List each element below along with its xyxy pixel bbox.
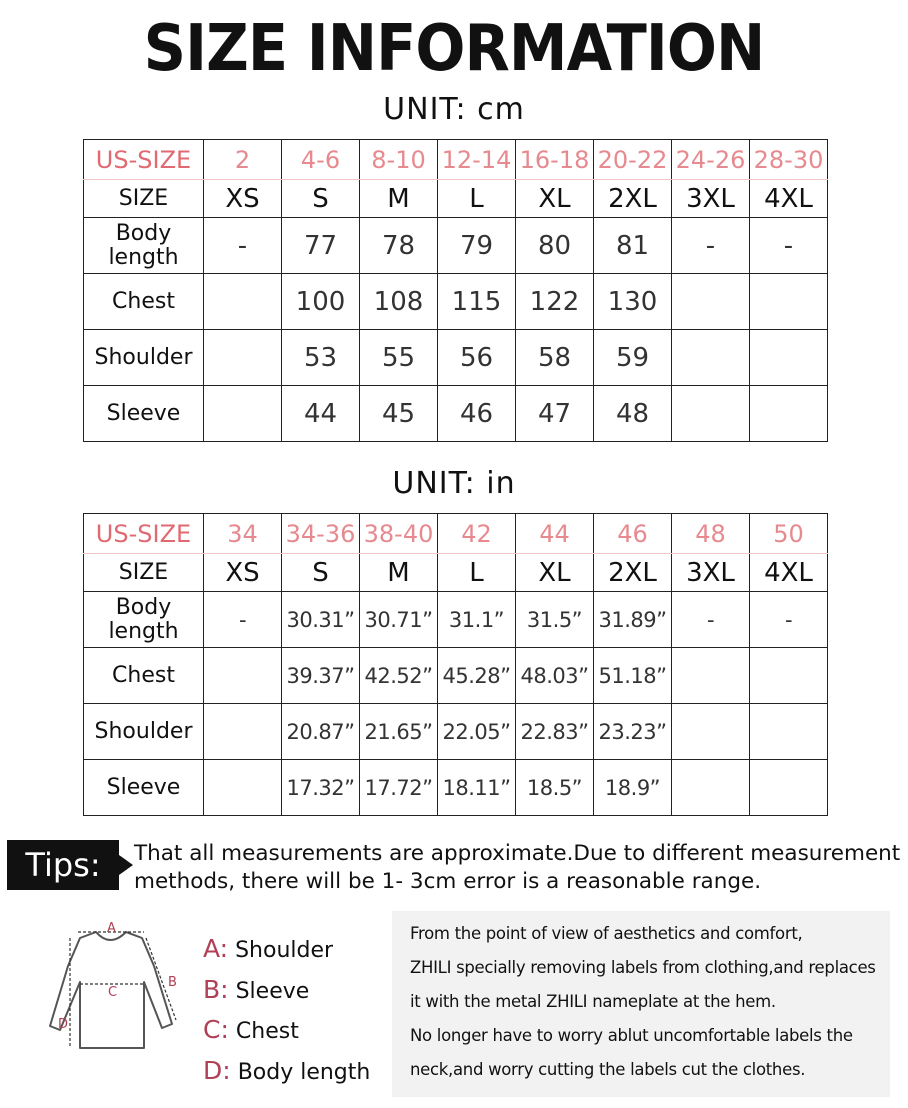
measurement-value: 20.87” — [282, 704, 360, 760]
size-cell: M — [360, 554, 438, 592]
measurement-value: 45 — [360, 386, 438, 442]
measurement-value: 108 — [360, 274, 438, 330]
measurement-value: 42.52” — [360, 648, 438, 704]
us-size-cell: 38-40 — [360, 514, 438, 554]
measurement-value: 22.05” — [438, 704, 516, 760]
cm-size-table — [83, 139, 828, 442]
measurement-value — [204, 274, 282, 330]
measurement-value — [204, 386, 282, 442]
us-size-cell: 8-10 — [360, 140, 438, 180]
marker-b: B — [168, 975, 177, 990]
size-row — [84, 554, 828, 592]
measurement-row — [84, 592, 828, 648]
measurement-label-line: length — [108, 618, 179, 644]
measurement-value: - — [672, 592, 750, 648]
us-size-cell: 48 — [672, 514, 750, 554]
measurement-row — [84, 386, 828, 442]
measurement-label — [84, 592, 204, 648]
measurement-value — [750, 760, 828, 816]
measurement-value: 30.31” — [282, 592, 360, 648]
measurement-value — [672, 760, 750, 816]
measurement-label — [84, 648, 204, 704]
size-label: SIZE — [84, 180, 204, 218]
inch-size-table — [83, 513, 828, 816]
measurement-value — [672, 330, 750, 386]
label-free-note — [392, 911, 890, 1097]
us-size-cell: 44 — [516, 514, 594, 554]
legend-item-body-length: D: Body length — [203, 1055, 371, 1085]
size-cell: L — [438, 180, 516, 218]
measurement-value: 18.9” — [594, 760, 672, 816]
us-size-cell: 46 — [594, 514, 672, 554]
measurement-value: 122 — [516, 274, 594, 330]
measurement-value: 39.37” — [282, 648, 360, 704]
measurement-label — [84, 760, 204, 816]
us-size-cell: 34 — [204, 514, 282, 554]
measurement-value: 79 — [438, 218, 516, 274]
measurement-value: 55 — [360, 330, 438, 386]
measurement-value — [672, 648, 750, 704]
size-label: SIZE — [84, 554, 204, 592]
measurement-label-line: Sleeve — [106, 400, 181, 426]
marker-a: A — [107, 921, 116, 936]
measurement-value: 44 — [282, 386, 360, 442]
tips-line-1: That all measurements are approximate.Due to different measurement — [134, 841, 901, 866]
us-size-cell: 34-36 — [282, 514, 360, 554]
size-cell: S — [282, 180, 360, 218]
measurement-value — [672, 386, 750, 442]
size-cell: 2XL — [594, 180, 672, 218]
measurement-value — [204, 760, 282, 816]
measurement-value: 80 — [516, 218, 594, 274]
shirt-measurement-icon — [30, 920, 190, 1070]
measurement-value: 21.65” — [360, 704, 438, 760]
legend-item-sleeve: B: Sleeve — [203, 974, 310, 1004]
measurement-value: 56 — [438, 330, 516, 386]
measurement-value: 81 — [594, 218, 672, 274]
measurement-value: 53 — [282, 330, 360, 386]
measurement-value — [672, 704, 750, 760]
note-line: ZHILI specially removing labels from clothing,and replaces — [410, 958, 876, 977]
measurement-value: 31.1” — [438, 592, 516, 648]
tips-badge: Tips: — [7, 840, 119, 890]
size-cell: 4XL — [750, 180, 828, 218]
measurement-value: 31.89” — [594, 592, 672, 648]
measurement-value: 23.23” — [594, 704, 672, 760]
size-cell: XS — [204, 180, 282, 218]
measurement-row — [84, 274, 828, 330]
measurement-value: 17.72” — [360, 760, 438, 816]
size-cell: 3XL — [672, 554, 750, 592]
measurement-value: 130 — [594, 274, 672, 330]
measurement-label — [84, 386, 204, 442]
measurement-value — [204, 330, 282, 386]
size-cell: XL — [516, 180, 594, 218]
measurement-value: - — [750, 592, 828, 648]
tips-text — [134, 840, 904, 896]
us-size-cell: 24-26 — [672, 140, 750, 180]
measurement-value — [672, 274, 750, 330]
measurement-label-line: Chest — [112, 288, 175, 314]
measurement-value: - — [750, 218, 828, 274]
size-cell: L — [438, 554, 516, 592]
us-size-row — [84, 140, 828, 180]
note-line: No longer have to worry ablut uncomfortable labels the — [410, 1026, 853, 1045]
measurement-value: - — [672, 218, 750, 274]
measurement-label — [84, 330, 204, 386]
size-cell: XS — [204, 554, 282, 592]
page-title: SIZE INFORMATION — [143, 12, 765, 86]
measurement-label-line: Shoulder — [94, 718, 193, 744]
measurement-value: 47 — [516, 386, 594, 442]
measurement-value: 59 — [594, 330, 672, 386]
legend-item-chest: C: Chest — [203, 1015, 299, 1044]
measurement-row — [84, 760, 828, 816]
measurement-value — [750, 648, 828, 704]
size-cell: 4XL — [750, 554, 828, 592]
measurement-value: 18.11” — [438, 760, 516, 816]
measurement-value — [750, 330, 828, 386]
size-cell: M — [360, 180, 438, 218]
marker-c: C — [108, 985, 118, 1000]
measurement-row — [84, 330, 828, 386]
measurement-label — [84, 704, 204, 760]
us-size-cell: 12-14 — [438, 140, 516, 180]
measurement-value — [204, 704, 282, 760]
measurement-value: 18.5” — [516, 760, 594, 816]
measurement-value: - — [204, 592, 282, 648]
measurement-value: 48 — [594, 386, 672, 442]
measurement-value: 45.28” — [438, 648, 516, 704]
measurement-value: 46 — [438, 386, 516, 442]
us-size-cell: 20-22 — [594, 140, 672, 180]
measurement-value: 77 — [282, 218, 360, 274]
measurement-value: 100 — [282, 274, 360, 330]
measurement-value: - — [204, 218, 282, 274]
measurement-label-line: Sleeve — [106, 774, 181, 800]
measurement-value: 115 — [438, 274, 516, 330]
measurement-value: 30.71” — [360, 592, 438, 648]
tips-arrow-icon — [119, 855, 133, 875]
note-line: From the point of view of aesthetics and comfort, — [410, 924, 803, 943]
measurement-label-line: Chest — [112, 662, 175, 688]
marker-d: D — [58, 1017, 69, 1032]
note-line: it with the metal ZHILI nameplate at the hem. — [410, 992, 776, 1011]
measurement-value: 17.32” — [282, 760, 360, 816]
us-size-cell: 50 — [750, 514, 828, 554]
measurement-row — [84, 704, 828, 760]
us-size-cell: 16-18 — [516, 140, 594, 180]
cm-unit-heading: UNIT: cm — [383, 92, 525, 127]
measurement-label-line: length — [108, 244, 179, 270]
measurement-value — [204, 648, 282, 704]
measurement-value: 58 — [516, 330, 594, 386]
measurement-label — [84, 274, 204, 330]
measurement-value — [750, 704, 828, 760]
measurement-value: 22.83” — [516, 704, 594, 760]
in-unit-heading: UNIT: in — [392, 466, 516, 501]
measurement-value — [750, 386, 828, 442]
us-size-label: US-SIZE — [84, 514, 204, 554]
size-cell: 3XL — [672, 180, 750, 218]
measurement-value: 78 — [360, 218, 438, 274]
us-size-row — [84, 514, 828, 554]
us-size-cell: 2 — [204, 140, 282, 180]
tips-line-2: methods, there will be 1- 3cm error is a reasonable range. — [134, 869, 762, 894]
us-size-cell: 28-30 — [750, 140, 828, 180]
size-cell: S — [282, 554, 360, 592]
measurement-value: 51.18” — [594, 648, 672, 704]
size-cell: 2XL — [594, 554, 672, 592]
measurement-label-line: Body — [115, 220, 172, 246]
size-cell: XL — [516, 554, 594, 592]
measurement-value — [750, 274, 828, 330]
note-line: neck,and worry cutting the labels cut the clothes. — [410, 1060, 806, 1079]
us-size-cell: 42 — [438, 514, 516, 554]
measurement-row — [84, 218, 828, 274]
legend-item-shoulder: A: Shoulder — [203, 934, 334, 963]
measurement-legend — [203, 930, 370, 1092]
measurement-label-line: Shoulder — [94, 344, 193, 370]
size-row — [84, 180, 828, 218]
measurement-value: 48.03” — [516, 648, 594, 704]
us-size-label: US-SIZE — [84, 140, 204, 180]
measurement-row — [84, 648, 828, 704]
measurement-value: 31.5” — [516, 592, 594, 648]
measurement-label-line: Body — [115, 594, 172, 620]
us-size-cell: 4-6 — [282, 140, 360, 180]
measurement-label — [84, 218, 204, 274]
